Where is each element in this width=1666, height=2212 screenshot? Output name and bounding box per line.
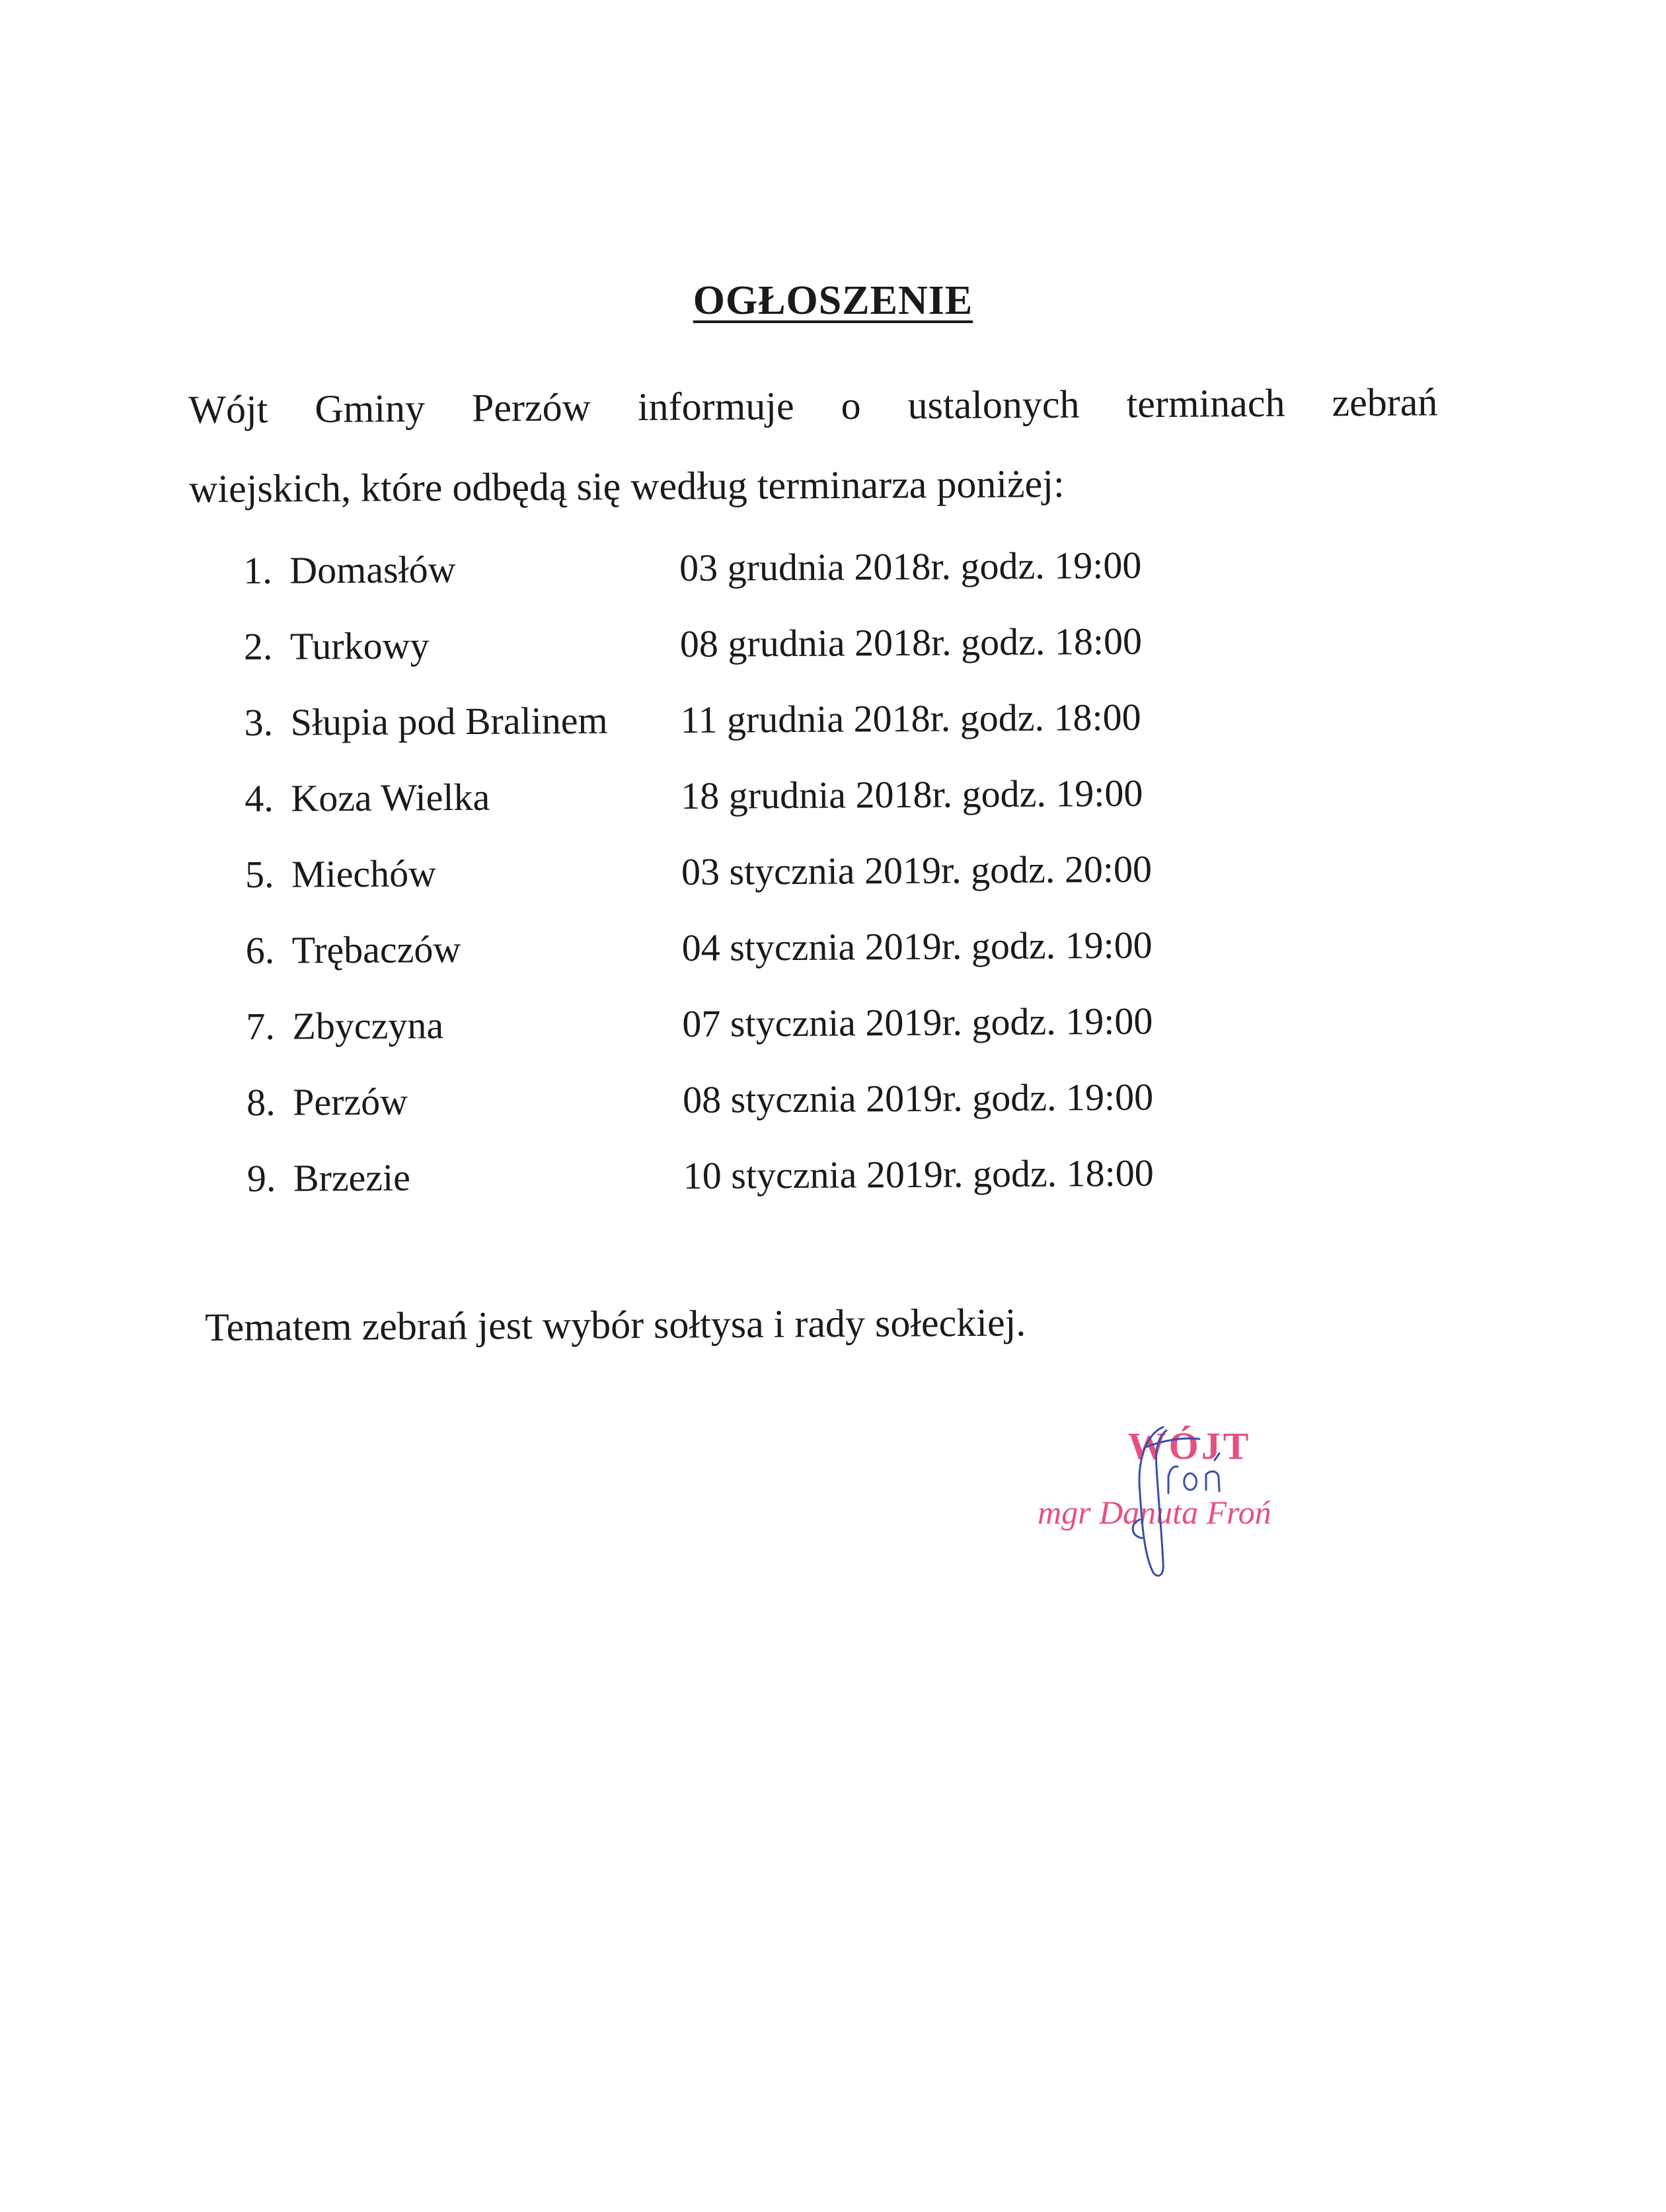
meeting-date-time: 11 grudnia 2018r. godz. 18:00 <box>680 695 1141 741</box>
stamp-title: WÓJT <box>1127 1424 1252 1467</box>
village-name: Koza Wielka <box>291 775 490 820</box>
meeting-date-time: 04 stycznia 2019r. godz. 19:00 <box>681 923 1153 969</box>
list-item <box>245 846 1277 928</box>
intro-line-2: wiejskich, które odbędą się według terminarza poniżej: <box>188 461 1065 511</box>
handwritten-signature <box>1084 1414 1256 1586</box>
meeting-date-time: 03 stycznia 2019r. godz. 20:00 <box>681 847 1153 893</box>
village-name: Miechów <box>291 852 437 896</box>
meeting-date-time: 08 stycznia 2019r. godz. 19:00 <box>682 1075 1154 1121</box>
item-number: 2. <box>243 624 273 668</box>
item-number: 6. <box>245 928 275 972</box>
meeting-date-time: 07 stycznia 2019r. godz. 19:00 <box>682 999 1153 1045</box>
meeting-schedule-list <box>243 542 1278 1232</box>
intro-paragraph <box>188 362 1438 529</box>
village-name: Turkowy <box>289 624 430 668</box>
item-number: 1. <box>243 548 272 592</box>
item-number: 3. <box>244 700 274 744</box>
item-number: 4. <box>245 776 274 820</box>
item-number: 9. <box>246 1156 276 1200</box>
list-item <box>247 1150 1279 1232</box>
meeting-date-time: 08 grudnia 2018r. godz. 18:00 <box>679 619 1143 665</box>
village-name: Perzów <box>292 1080 408 1124</box>
intro-line-1: Wójt Gminy Perzów informuje o ustalonych terminach zebrań <box>188 380 1438 431</box>
village-name: Brzezie <box>293 1156 411 1200</box>
item-number: 5. <box>245 852 274 896</box>
list-item <box>246 922 1277 1004</box>
stamp-name: mgr Danuta Froń <box>1038 1494 1271 1531</box>
list-item <box>245 770 1276 852</box>
village-name: Zbyczyna <box>292 1004 444 1048</box>
meeting-date-time: 10 stycznia 2019r. godz. 18:00 <box>683 1151 1155 1197</box>
list-item <box>244 618 1275 700</box>
closing-statement: Tematem zebrań jest wybór sołtysa i rady sołeckiej. <box>205 1300 1026 1349</box>
meeting-date-time: 18 grudnia 2018r. godz. 19:00 <box>681 771 1143 817</box>
village-name: Słupia pod Bralinem <box>290 698 608 744</box>
item-number: 7. <box>246 1004 276 1048</box>
item-number: 8. <box>246 1080 276 1124</box>
list-item <box>243 542 1275 624</box>
list-item <box>246 1074 1278 1156</box>
village-name: Trębaczów <box>291 928 461 972</box>
meeting-date-time: 03 grudnia 2018r. godz. 19:00 <box>679 543 1142 589</box>
village-name: Domasłów <box>289 548 456 592</box>
list-item <box>244 694 1275 776</box>
list-item <box>246 998 1277 1080</box>
document-title: OGŁOSZENIE <box>693 278 973 323</box>
